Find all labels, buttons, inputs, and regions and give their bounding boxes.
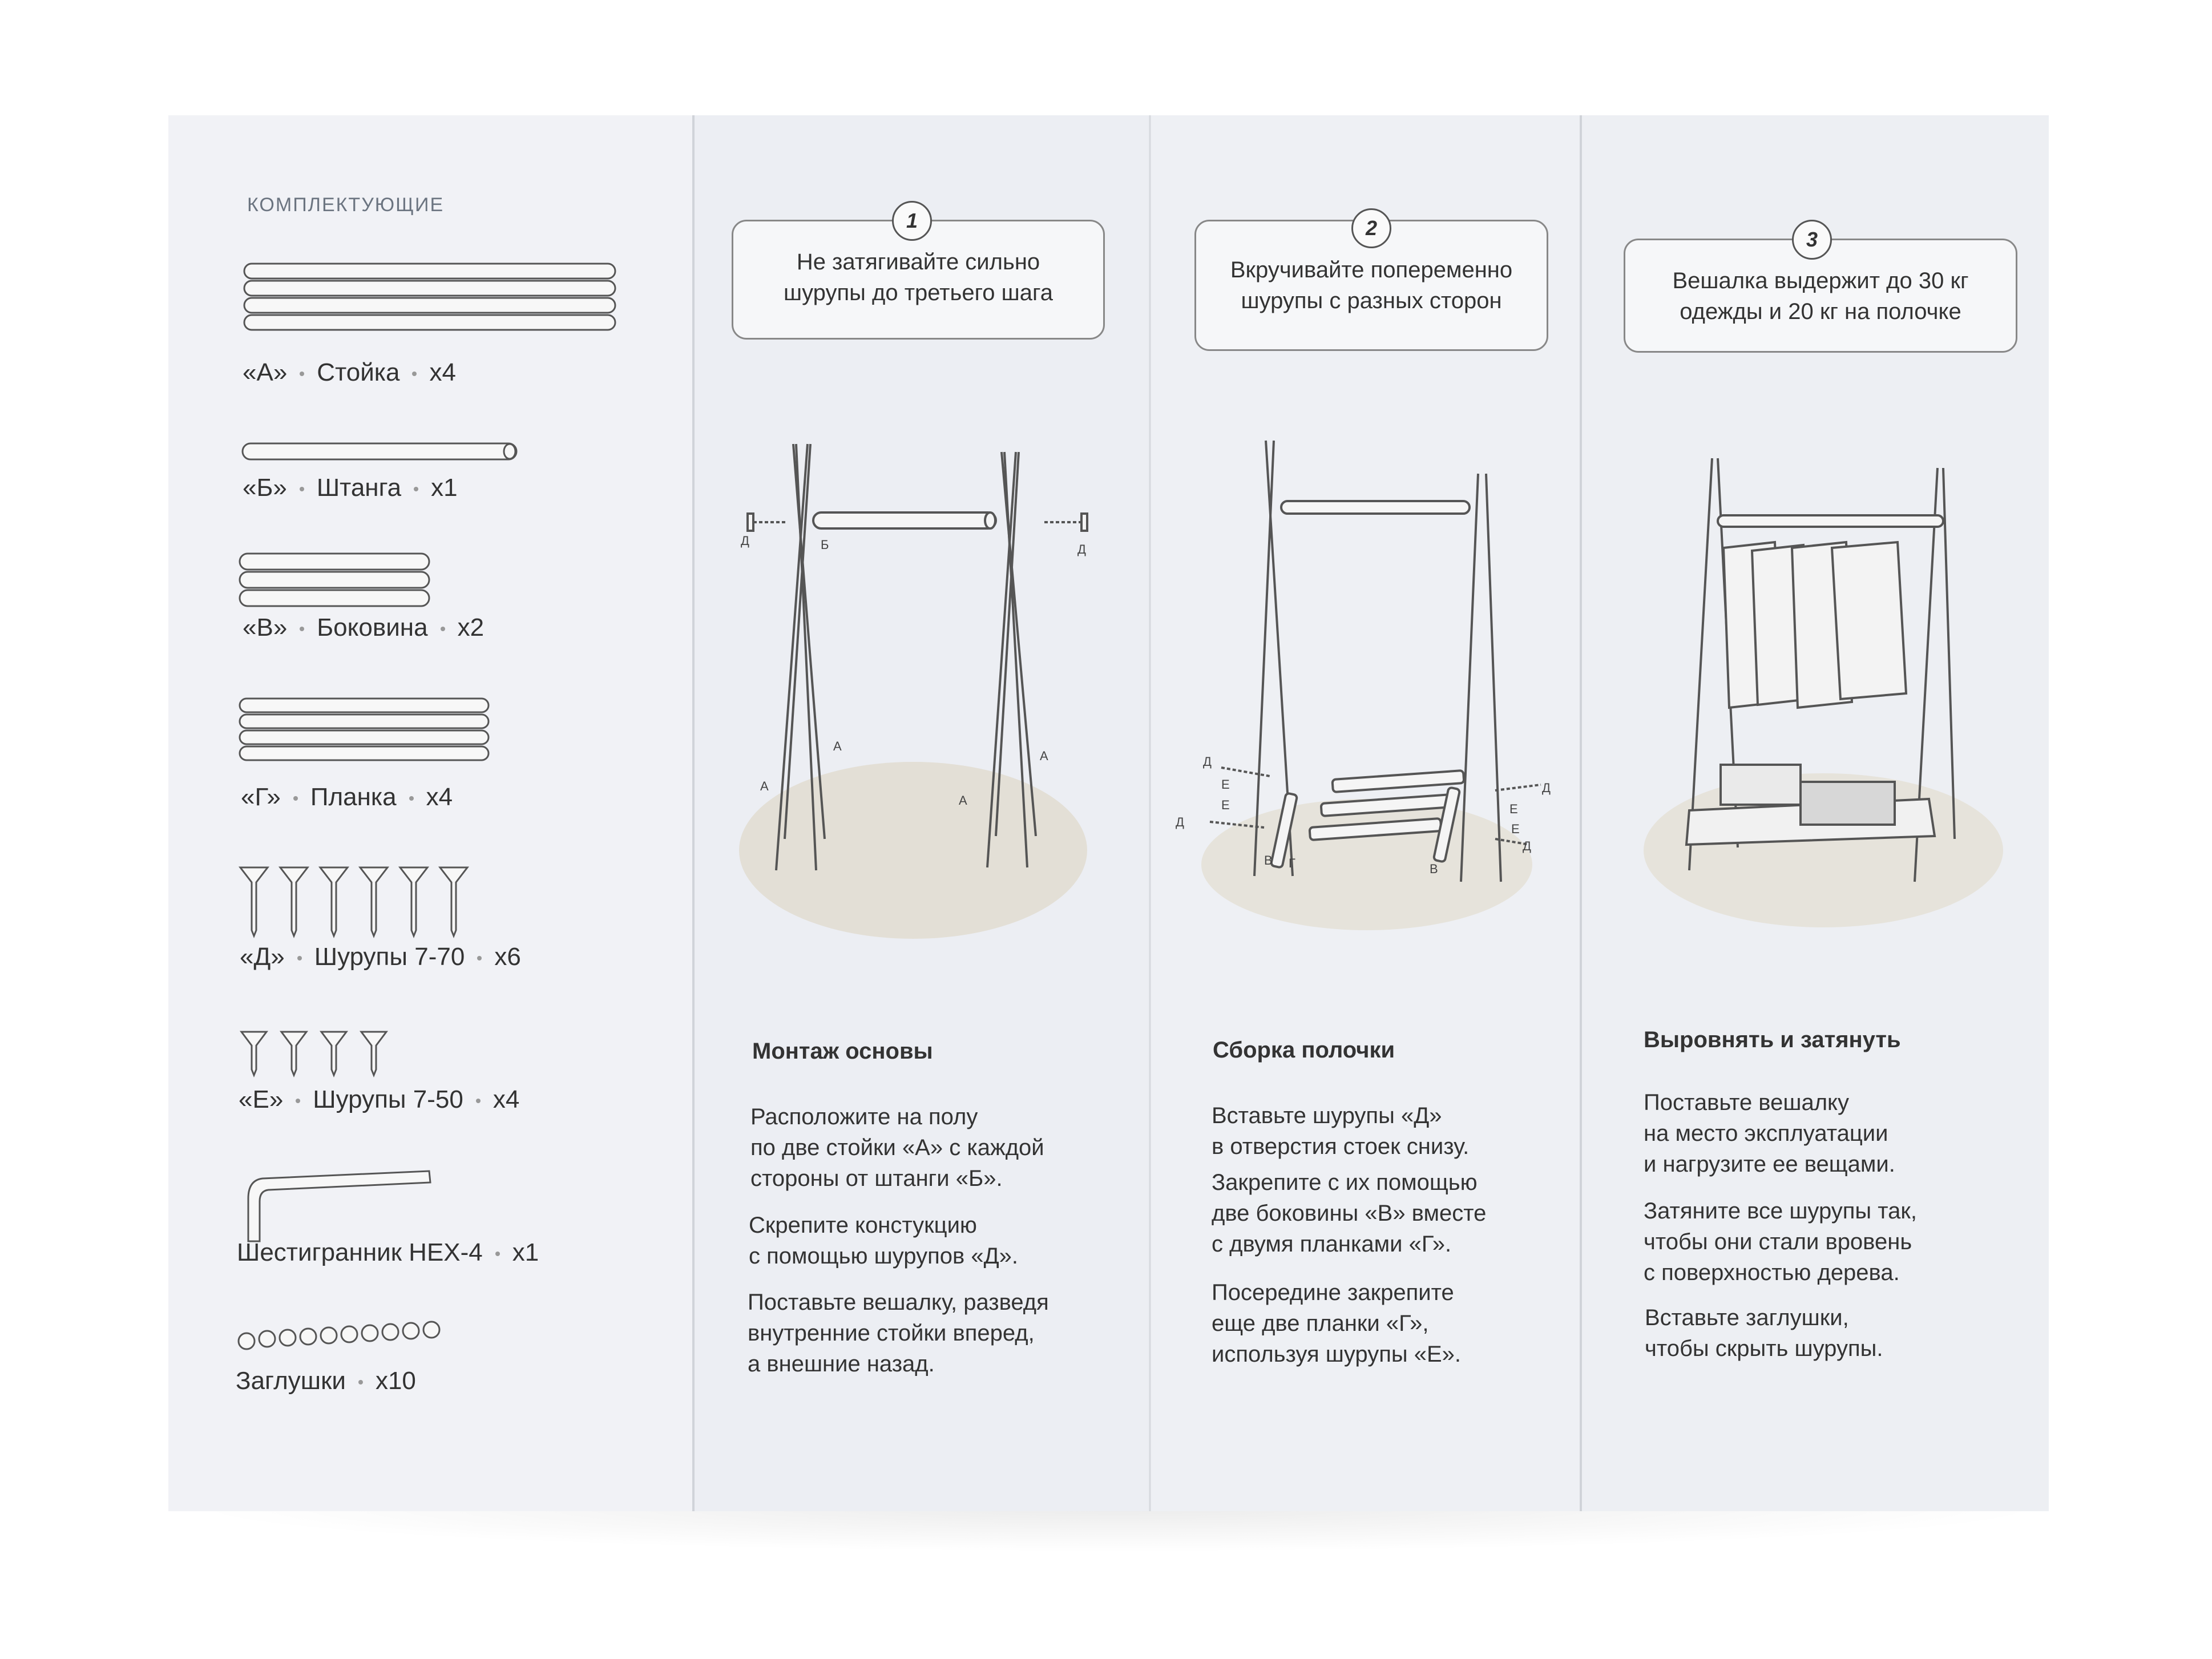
label-d-left: Д	[741, 534, 749, 548]
part-e-screws-icon	[241, 1032, 386, 1075]
step2-paragraph: Закрепите с их помощью две боковины «В» вместе с двумя планками «Г».	[1212, 1170, 1487, 1257]
component-code: «Б»	[243, 474, 287, 502]
component-qty: x1	[431, 474, 458, 502]
component-qty: x4	[426, 783, 453, 811]
part-g-planka-icon	[240, 699, 489, 760]
component-name: Шурупы 7-50	[313, 1085, 463, 1113]
step1-paragraph: Расположите на полу по две стойки «А» с каждой стороны от штанги «Б».	[750, 1104, 1044, 1191]
label-d: Д	[1542, 781, 1551, 795]
step3-paragraph: Затяните все шурупы так, чтобы они стали вровень с поверхностью дерева.	[1644, 1198, 1918, 1285]
step2-title: Сборка полочки	[1213, 1038, 1395, 1063]
step2-number-badge: 2	[1351, 208, 1391, 248]
component-name: Стойка	[317, 358, 400, 386]
step3-paragraph: Вставьте заглушки, чтобы скрыть шурупы.	[1645, 1305, 1883, 1361]
label-b: Б	[821, 538, 829, 552]
plugs-icon	[239, 1322, 439, 1349]
component-row	[237, 1238, 539, 1267]
component-code: «А»	[243, 358, 288, 386]
part-a-stoyka-icon	[244, 264, 615, 330]
step2-paragraph: Вставьте шурупы «Д» в отверстия стоек снизу.	[1212, 1103, 1470, 1159]
part-b-shtanga-icon	[243, 443, 516, 459]
part-v-bokovina-icon	[240, 554, 429, 606]
components-heading: КОМПЛЕКТУЮЩИЕ	[247, 194, 445, 216]
component-row	[243, 474, 458, 502]
step3-title: Выровнять и затянуть	[1644, 1027, 1901, 1052]
component-qty: x4	[493, 1085, 520, 1113]
step1-number-badge: 1	[892, 201, 932, 241]
step1-paragraph: Поставьте вешалку, разведя внутренние стойки вперед, а внешние назад.	[748, 1290, 1049, 1377]
component-qty: x4	[429, 358, 456, 386]
component-row	[243, 613, 484, 642]
hex-key-icon	[248, 1171, 430, 1241]
step3-paragraph: Поставьте вешалку на место эксплуатации и нагрузите ее вещами.	[1644, 1090, 1895, 1177]
step3-number-badge: 3	[1792, 220, 1832, 260]
step1-title: Монтаж основы	[752, 1039, 933, 1064]
component-qty: x10	[375, 1367, 416, 1395]
component-qty: x6	[494, 943, 521, 971]
label-e: Е	[1509, 802, 1518, 816]
component-name: Шурупы 7-70	[314, 943, 465, 971]
component-row	[236, 1367, 416, 1395]
component-name: Заглушки	[236, 1367, 346, 1395]
label-a: А	[959, 793, 967, 808]
label-d: Д	[1176, 815, 1184, 829]
component-qty: x2	[457, 613, 485, 641]
part-d-screws-icon	[240, 867, 467, 936]
step2-callout: Вкручивайте попеременно шурупы с разных сторон	[1194, 220, 1548, 351]
label-a: А	[833, 739, 842, 753]
component-qty: x1	[512, 1238, 539, 1266]
component-name: Шестигранник HEX-4	[237, 1238, 483, 1266]
label-a: А	[760, 779, 769, 793]
label-d: Д	[1203, 754, 1212, 769]
component-name: Штанга	[316, 474, 402, 502]
step1-callout: Не затягивайте сильно шурупы до третьего шага	[732, 220, 1105, 340]
floor-shadow-1	[739, 762, 1087, 939]
component-code: «Д»	[240, 943, 285, 971]
label-a: А	[1040, 749, 1048, 763]
component-row	[240, 943, 521, 971]
step2-paragraph: Посередине закрепите еще две планки «Г», используя шурупы «Е».	[1212, 1280, 1462, 1367]
component-row	[241, 783, 453, 812]
component-code: «Г»	[241, 783, 281, 811]
label-d-right: Д	[1077, 542, 1086, 556]
label-e: Е	[1221, 798, 1230, 812]
step1-paragraph: Скрепите констукцию с помощью шурупов «Д».	[749, 1213, 1019, 1269]
step3-callout: Вешалка выдержит до 30 кг одежды и 20 кг на полочке	[1624, 239, 2017, 353]
label-d: Д	[1523, 839, 1531, 853]
component-row	[239, 1085, 519, 1114]
component-code: «В»	[243, 613, 288, 641]
floor-shadow-2	[1201, 799, 1532, 930]
label-v: В	[1430, 862, 1438, 876]
component-name: Боковина	[317, 613, 428, 641]
label-v: В	[1264, 853, 1273, 867]
label-e: Е	[1511, 822, 1520, 836]
label-e: Е	[1221, 777, 1230, 792]
component-row	[243, 358, 456, 387]
step3-rack-drawing	[1686, 458, 1955, 882]
label-g: Г	[1289, 856, 1295, 870]
component-code: «Е»	[239, 1085, 284, 1113]
component-name: Планка	[310, 783, 397, 811]
